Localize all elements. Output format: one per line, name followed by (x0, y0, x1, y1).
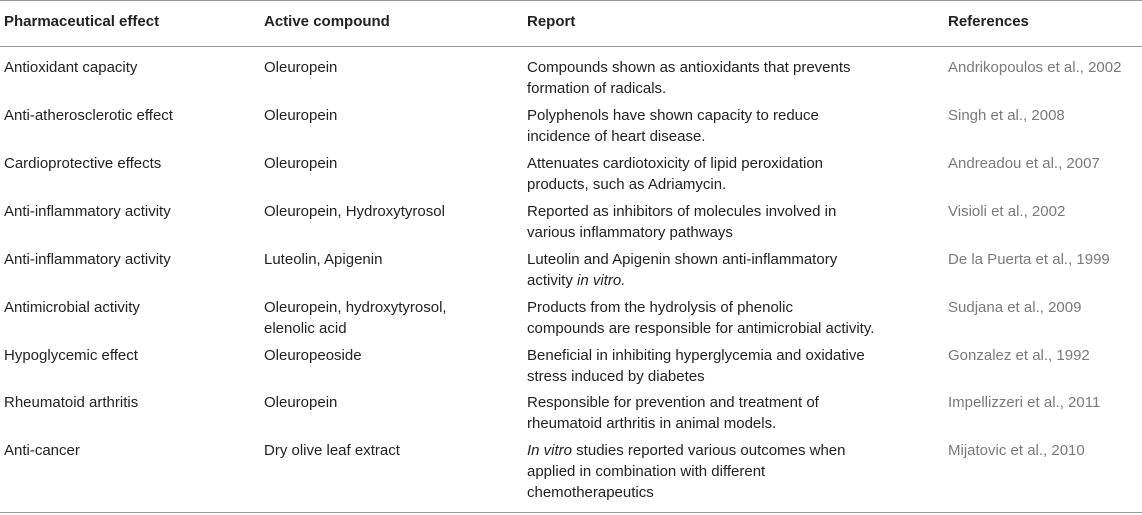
cell-pharmaceutical-effect: Antioxidant capacity (4, 59, 138, 76)
cell-report (527, 153, 937, 195)
cell-reference[interactable]: Mijatovic et al., 2010 (948, 442, 1085, 459)
cell-pharmaceutical-effect: Anti-inflammatory activity (4, 251, 171, 268)
compound-line: Oleuropein, Hydroxytyrosol (264, 203, 445, 220)
cell-reference[interactable]: De la Puerta et al., 1999 (948, 251, 1110, 268)
report-text: Compounds shown as antioxidants that prevents (527, 59, 851, 76)
cell-pharmaceutical-effect: Anti-inflammatory activity (4, 203, 171, 220)
compound-line: Oleuropein (264, 59, 338, 76)
report-line (527, 153, 937, 174)
compound-line: elenolic acid (264, 320, 347, 337)
cell-active-compound (264, 249, 514, 270)
report-italic-term: in vitro. (577, 272, 626, 289)
report-line (527, 174, 937, 195)
header-pharmaceutical-effect: Pharmaceutical effect (4, 13, 160, 30)
cell-pharmaceutical-effect: Antimicrobial activity (4, 299, 140, 316)
compound-line: Oleuropein (264, 155, 338, 172)
report-text: formation of radicals. (527, 80, 667, 97)
cell-report (527, 249, 937, 291)
report-line (527, 249, 937, 270)
report-text: applied in combination with different (527, 463, 766, 480)
cell-active-compound (264, 440, 514, 461)
header-active-compound: Active compound (264, 13, 390, 30)
report-text: studies reported various outcomes when (572, 442, 846, 459)
report-text: various inflammatory pathways (527, 224, 733, 241)
report-line (527, 318, 937, 339)
report-line (527, 413, 937, 434)
table-bottom-rule (0, 512, 1142, 513)
header-report: Report (527, 13, 576, 30)
report-line (527, 345, 937, 366)
report-text: Beneficial in inhibiting hyperglycemia and oxidative (527, 347, 865, 364)
compound-line: Oleuropein (264, 394, 338, 411)
report-text: chemotherapeutics (527, 484, 654, 501)
header-divider-rule (0, 46, 1142, 47)
cell-active-compound (264, 105, 514, 126)
report-text: stress induced by diabetes (527, 368, 705, 385)
report-text: Attenuates cardiotoxicity of lipid peroxidation (527, 155, 824, 172)
table-top-rule (0, 0, 1142, 1)
report-text: Reported as inhibitors of molecules involved in (527, 203, 837, 220)
cell-active-compound (264, 345, 514, 366)
cell-report (527, 201, 937, 243)
report-text: Responsible for prevention and treatment of (527, 394, 819, 411)
report-text: activity (527, 272, 578, 289)
cell-report (527, 297, 937, 339)
report-line (527, 78, 937, 99)
report-line (527, 297, 937, 318)
report-line (527, 270, 937, 291)
compound-line: Oleuropein, hydroxytyrosol, (264, 299, 447, 316)
header-references: References (948, 13, 1029, 30)
cell-active-compound (264, 297, 514, 339)
report-text: rheumatoid arthritis in animal models. (527, 415, 777, 432)
report-text: incidence of heart disease. (527, 128, 706, 145)
cell-active-compound (264, 57, 514, 78)
report-text: Luteolin and Apigenin shown anti-inflammatory (527, 251, 838, 268)
report-text: Products from the hydrolysis of phenolic (527, 299, 793, 316)
cell-pharmaceutical-effect: Anti-atherosclerotic effect (4, 107, 173, 124)
cell-reference[interactable]: Andreadou et al., 2007 (948, 155, 1100, 172)
compound-line: Oleuropeoside (264, 347, 362, 364)
cell-pharmaceutical-effect: Anti-cancer (4, 442, 80, 459)
cell-pharmaceutical-effect: Hypoglycemic effect (4, 347, 138, 364)
cell-reference[interactable]: Sudjana et al., 2009 (948, 299, 1082, 316)
report-line (527, 461, 937, 482)
cell-report (527, 345, 937, 387)
report-line (527, 366, 937, 387)
report-text: products, such as Adriamycin. (527, 176, 727, 193)
report-line (527, 482, 937, 503)
report-italic-term: In vitro (527, 442, 573, 459)
compound-line: Oleuropein (264, 107, 338, 124)
cell-report (527, 57, 937, 99)
cell-pharmaceutical-effect: Rheumatoid arthritis (4, 394, 139, 411)
compound-line: Dry olive leaf extract (264, 442, 400, 459)
cell-report (527, 105, 937, 147)
report-line (527, 57, 937, 78)
cell-reference[interactable]: Gonzalez et al., 1992 (948, 347, 1090, 364)
report-text: Polyphenols have shown capacity to reduce (527, 107, 819, 124)
cell-pharmaceutical-effect: Cardioprotective effects (4, 155, 162, 172)
cell-reference[interactable]: Visioli et al., 2002 (948, 203, 1066, 220)
report-line (527, 126, 937, 147)
cell-report (527, 392, 937, 434)
cell-reference[interactable]: Impellizzeri et al., 2011 (948, 394, 1101, 411)
cell-active-compound (264, 201, 514, 222)
cell-report (527, 440, 937, 503)
compound-line: Luteolin, Apigenin (264, 251, 383, 268)
cell-reference[interactable]: Andrikopoulos et al., 2002 (948, 59, 1122, 76)
cell-active-compound (264, 153, 514, 174)
cell-reference[interactable]: Singh et al., 2008 (948, 107, 1065, 124)
report-line (527, 222, 937, 243)
report-line (527, 440, 937, 461)
report-line (527, 201, 937, 222)
report-text: compounds are responsible for antimicrobial activity. (527, 320, 875, 337)
cell-active-compound (264, 392, 514, 413)
report-line (527, 105, 937, 126)
report-line (527, 392, 937, 413)
